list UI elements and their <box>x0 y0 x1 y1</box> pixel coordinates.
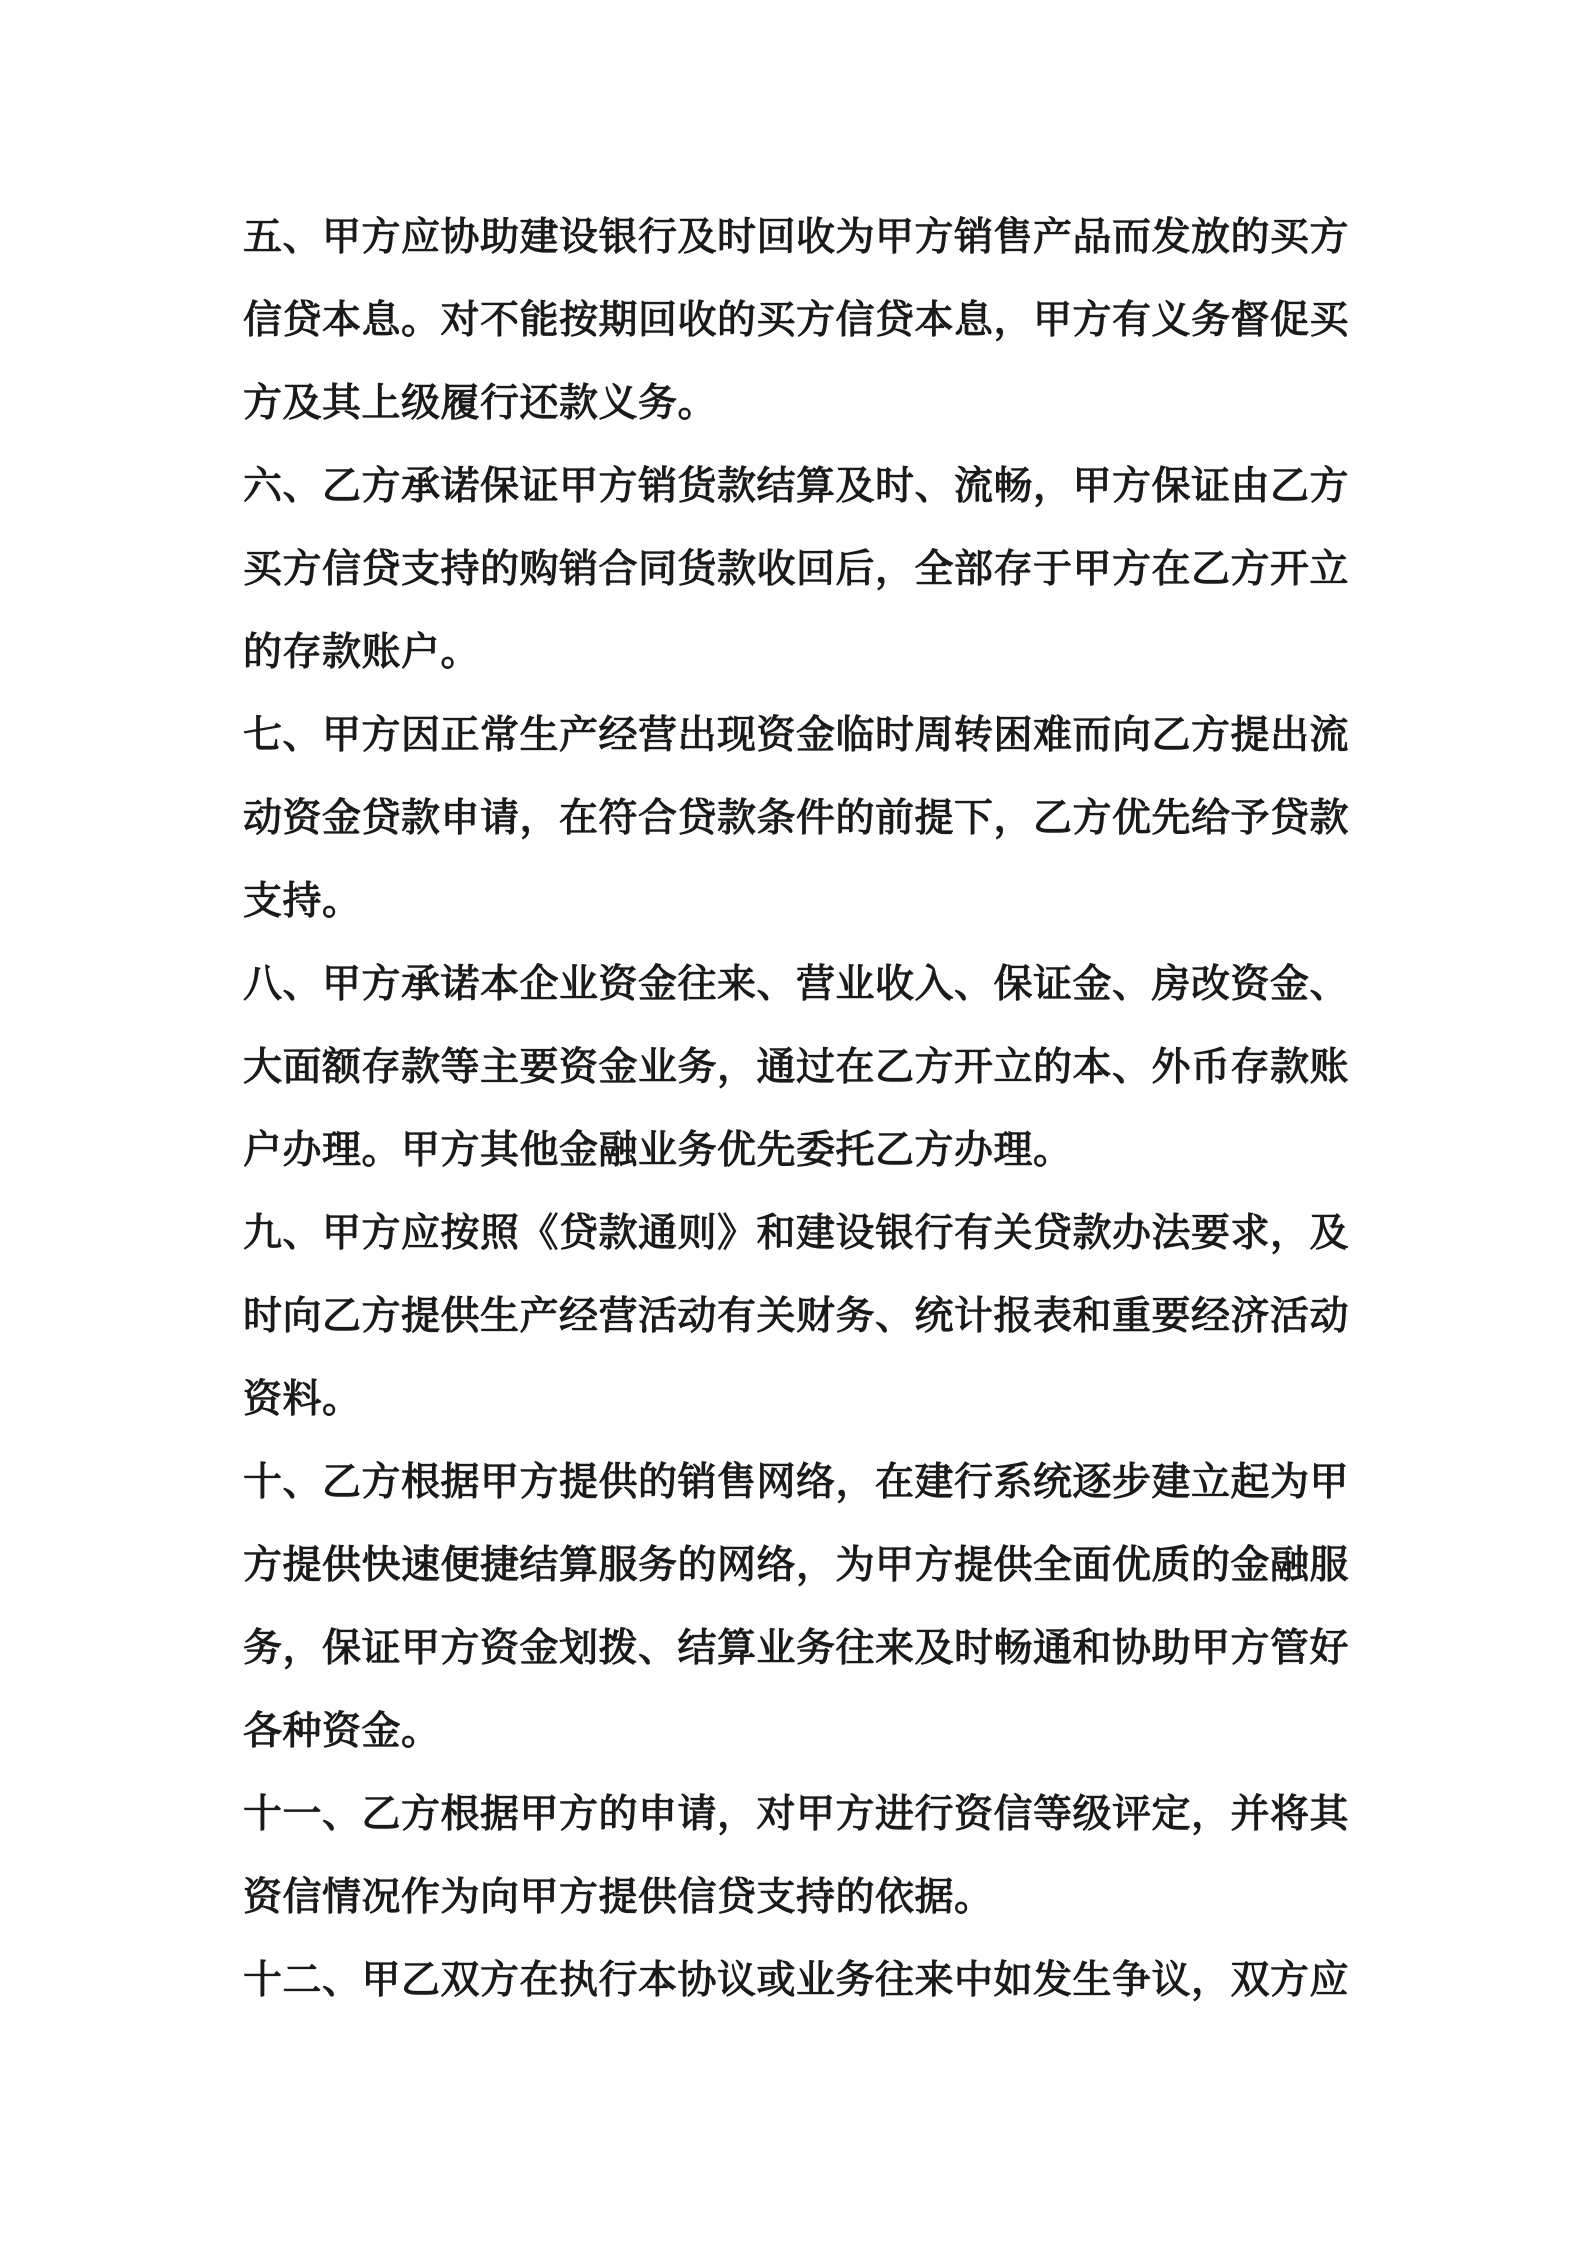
text-line: 六、乙方承诺保证甲方销货款结算及时、流畅，甲方保证由乙方 <box>243 464 1350 509</box>
agreement-text <box>243 196 1355 2022</box>
text-line: 的存款账户。 <box>243 630 481 675</box>
text-line: 十、乙方根据甲方提供的销售网络，在建行系统逐步建立起为甲 <box>243 1460 1350 1505</box>
text-line: 信贷本息。对不能按期回收的买方信贷本息，甲方有义务督促买 <box>243 298 1350 343</box>
text-line: 大面额存款等主要资金业务，通过在乙方开立的本、外币存款账 <box>243 1045 1350 1090</box>
text-line: 十一、乙方根据甲方的申请，对甲方进行资信等级评定，并将其 <box>243 1792 1350 1837</box>
text-line: 支持。 <box>243 879 362 924</box>
text-line: 资信情况作为向甲方提供信贷支持的依据。 <box>243 1875 994 1920</box>
text-line: 八、甲方承诺本企业资金往来、营业收入、保证金、房改资金、 <box>243 962 1350 1007</box>
text-line: 七、甲方因正常生产经营出现资金临时周转困难而向乙方提出流 <box>243 713 1350 758</box>
text-line: 时向乙方提供生产经营活动有关财务、统计报表和重要经济活动 <box>243 1294 1350 1339</box>
text-line: 方及其上级履行还款义务。 <box>243 381 718 426</box>
text-line: 动资金贷款申请，在符合贷款条件的前提下，乙方优先给予贷款 <box>243 796 1350 841</box>
text-line: 各种资金。 <box>243 1709 441 1754</box>
text-line: 户办理。甲方其他金融业务优先委托乙方办理。 <box>243 1128 1073 1173</box>
text-line: 十二、甲乙双方在执行本协议或业务往来中如发生争议，双方应 <box>243 1958 1350 2003</box>
text-line: 九、甲方应按照《贷款通则》和建设银行有关贷款办法要求，及 <box>243 1211 1350 1256</box>
text-line: 买方信贷支持的购销合同货款收回后，全部存于甲方在乙方开立 <box>243 547 1350 592</box>
text-line: 方提供快速便捷结算服务的网络，为甲方提供全面优质的金融服 <box>243 1543 1350 1588</box>
text-line: 五、甲方应协助建设银行及时回收为甲方销售产品而发放的买方 <box>243 215 1350 260</box>
text-line: 务，保证甲方资金划拨、结算业务往来及时畅通和协助甲方管好 <box>243 1626 1350 1671</box>
text-line: 资料。 <box>243 1377 362 1422</box>
